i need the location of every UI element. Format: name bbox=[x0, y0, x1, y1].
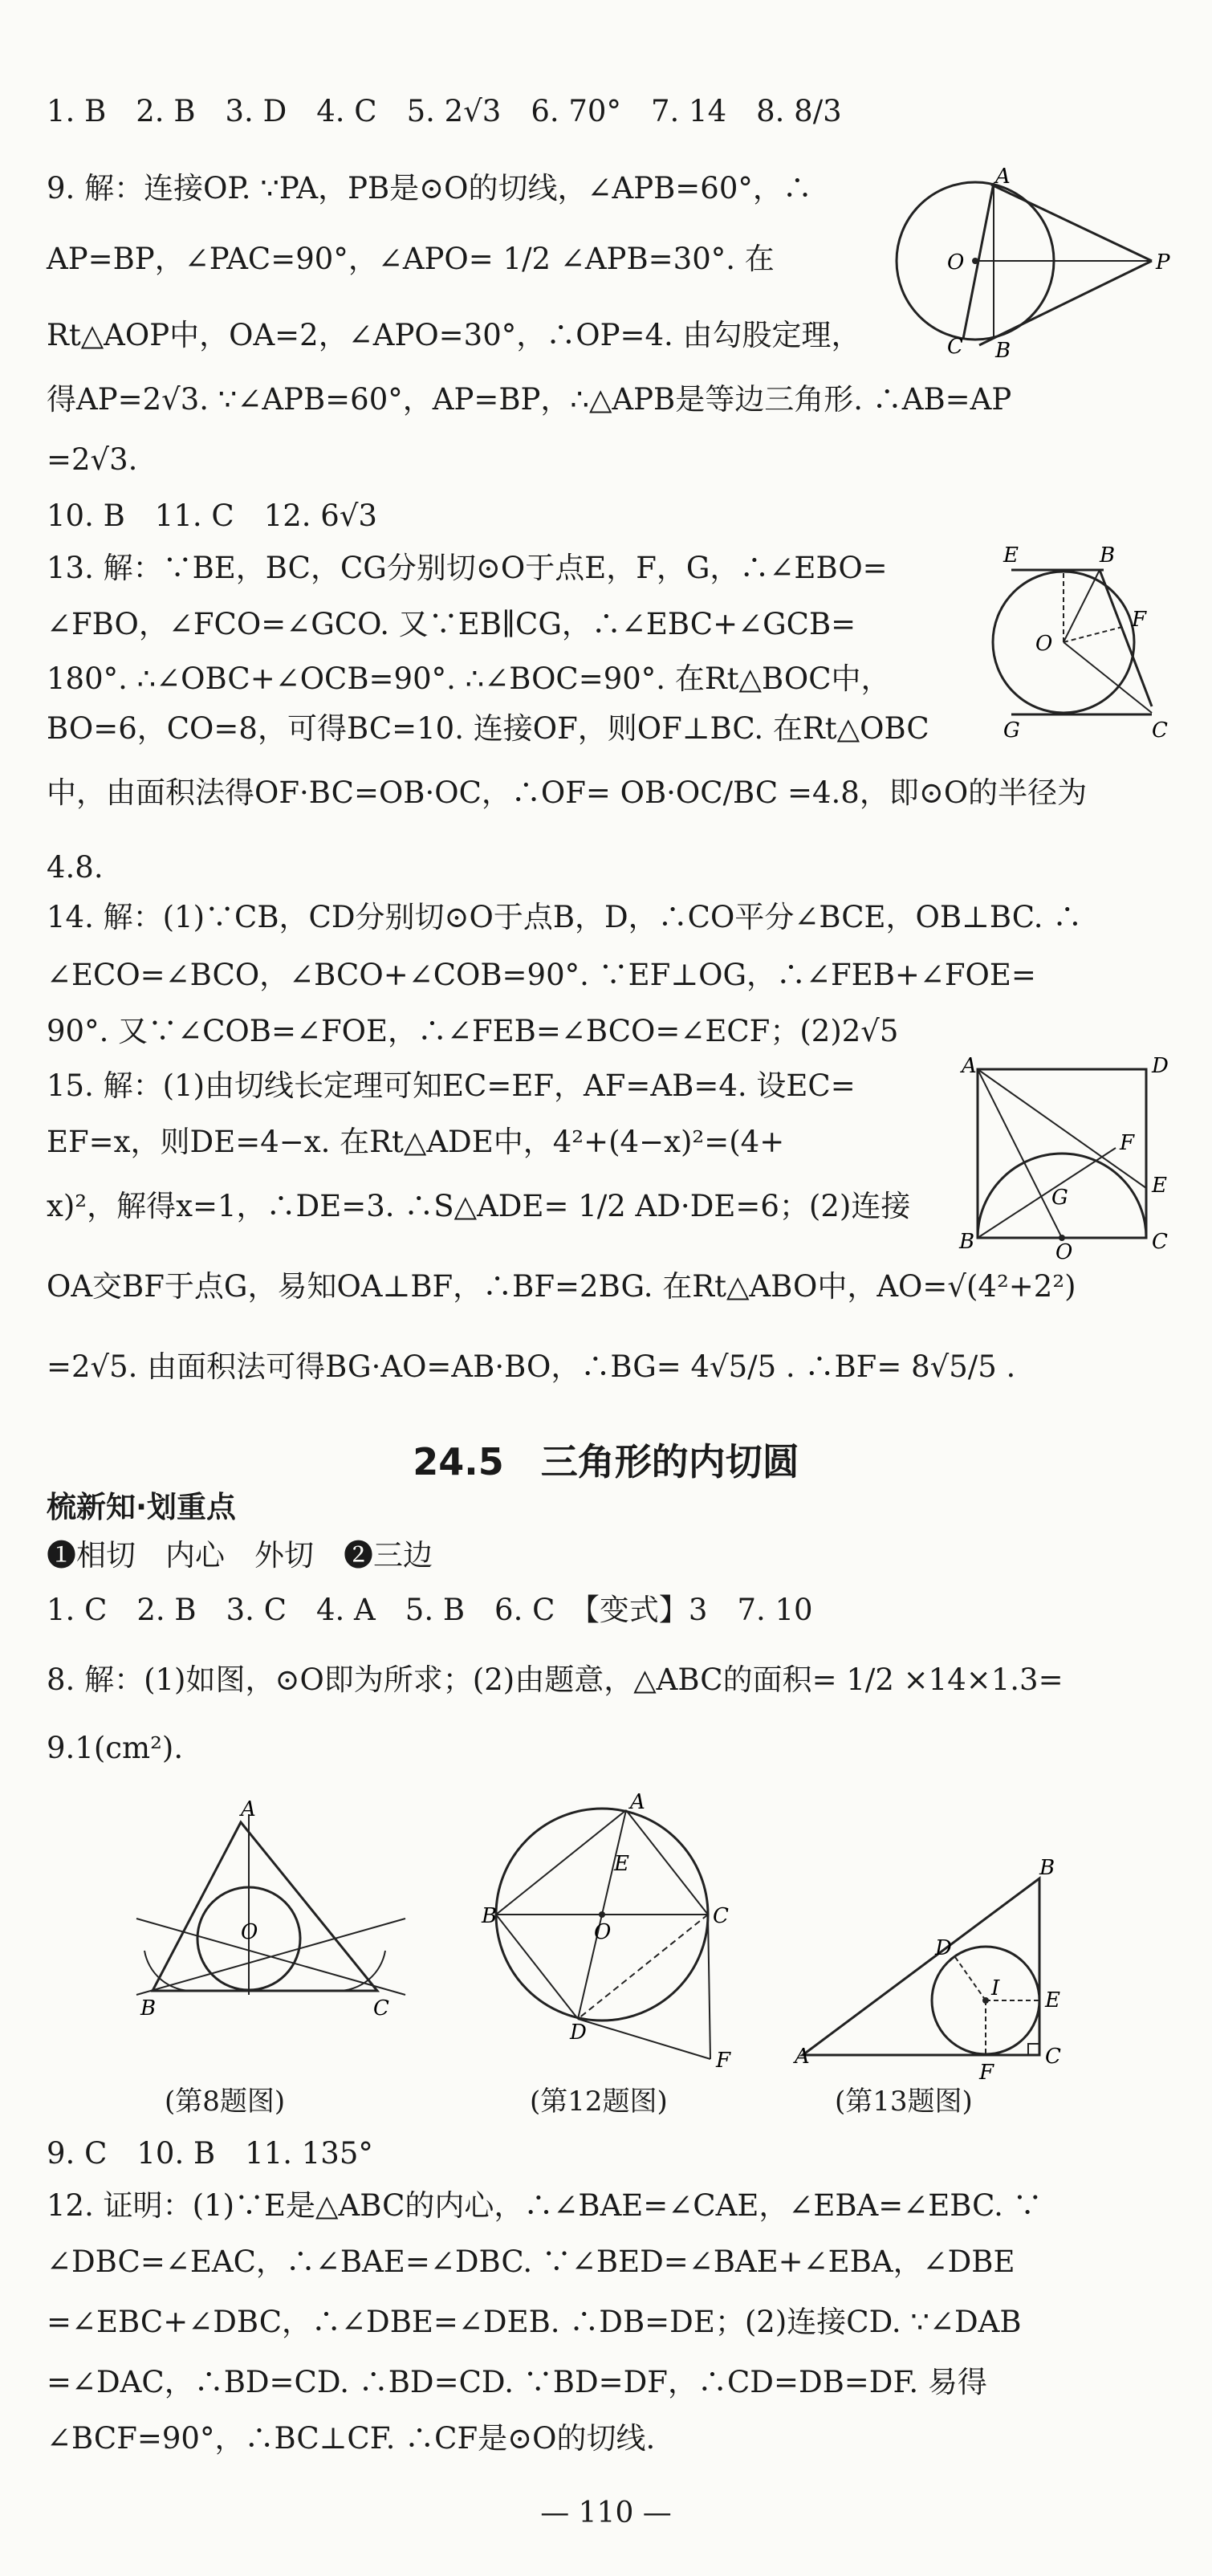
q9-line-3: Rt△AOP中，OA=2，∠APO=30°，∴OP=4. 由勾股定理， bbox=[47, 318, 861, 352]
answers-9-11: 9. C 10. B 11. 135° bbox=[47, 2136, 373, 2171]
q9-line-5: =2√3. bbox=[47, 442, 138, 477]
q15-line-3: x)²，解得x=1，∴DE=3. ∴S△ADE= 1/2 AD·DE=6；(2)连接 bbox=[47, 1189, 911, 1223]
q13-line-1: 13. 解：∵BE，BC，CG分别切⊙O于点E，F，G，∴∠EBO= bbox=[47, 551, 888, 585]
key-points: ❶相切 内心 外切 ❷三边 bbox=[47, 1538, 433, 1573]
q15-line-5: =2√5. 由面积法可得BG·AO=AB·BO，∴BG= 4√5/5 . ∴BF= 8√5/5 . bbox=[47, 1349, 1016, 1384]
q14-line-3: 90°. 又∵∠COB=∠FOE，∴∠FEB=∠BCO=∠ECF；(2)2√5 bbox=[47, 1014, 899, 1048]
q9-line-4: 得AP=2√3. ∵∠APB=60°，AP=BP，∴△APB是等边三角形. ∴AB=AP bbox=[47, 382, 1012, 417]
q12-line-4: =∠DAC，∴BD=CD. ∴BD=CD. ∵BD=DF，∴CD=DB=DF. 易得 bbox=[47, 2365, 987, 2399]
caption-fig-12: (第12题图) bbox=[530, 2086, 668, 2118]
q15-line-2: EF=x，则DE=4−x. 在Rt△ADE中，4²+(4−x)²=(4+ bbox=[47, 1125, 785, 1159]
answers-1-8: 1. B 2. B 3. D 4. C 5. 2√3 6. 70° 7. 14 8. 8/3 bbox=[47, 94, 842, 128]
svg-text:F: F bbox=[979, 2061, 994, 2085]
svg-text:B: B bbox=[140, 1996, 157, 2021]
fig-8 bbox=[128, 1797, 417, 2021]
svg-text:E: E bbox=[1152, 1174, 1167, 1198]
svg-text:C: C bbox=[1045, 2045, 1061, 2069]
svg-text:F: F bbox=[1120, 1131, 1135, 1155]
svg-text:D: D bbox=[935, 1936, 952, 1960]
answers-1-7: 1. C 2. B 3. C 4. A 5. B 6. C 【变式】3 7. 10 bbox=[47, 1593, 813, 1627]
svg-text:E: E bbox=[614, 1852, 629, 1876]
svg-text:F: F bbox=[1132, 608, 1147, 632]
svg-text:F: F bbox=[716, 2049, 731, 2073]
svg-text:C: C bbox=[1152, 718, 1168, 743]
svg-text:D: D bbox=[570, 2021, 587, 2045]
section-title: 24.5 三角形的内切圆 bbox=[413, 1440, 799, 1483]
q13-line-6: 4.8. bbox=[47, 850, 104, 885]
q12-line-2: ∠DBC=∠EAC，∴∠BAE=∠DBC. ∵∠BED=∠BAE+∠EBA，∠DBE bbox=[47, 2244, 1015, 2279]
svg-text:C: C bbox=[713, 1904, 729, 1928]
svg-text:G: G bbox=[1051, 1186, 1068, 1210]
svg-text:O: O bbox=[594, 1920, 612, 1944]
svg-text:G: G bbox=[1003, 718, 1020, 743]
q8-line-1: 8. 解：(1)如图，⊙O即为所求；(2)由题意，△ABC的面积= 1/2 ×14×1.3= bbox=[47, 1662, 1064, 1697]
q15-figure bbox=[955, 1054, 1180, 1264]
q13-figure bbox=[979, 538, 1180, 743]
page-number: — 110 — bbox=[540, 2497, 672, 2529]
caption-fig-8: (第8题图) bbox=[165, 2086, 286, 2118]
svg-text:C: C bbox=[373, 1996, 389, 2021]
q15-line-4: OA交BF于点G，易知OA⊥BF，∴BF=2BG. 在Rt△ABO中，AO=√(4²+2²) bbox=[47, 1269, 1076, 1304]
q14-line-2: ∠ECO=∠BCO，∠BCO+∠COB=90°. ∵EF⊥OG，∴∠FEB+∠FOE= bbox=[47, 958, 1036, 992]
q13-line-2: ∠FBO，∠FCO=∠GCO. 又∵EB∥CG，∴∠EBC+∠GCB= bbox=[47, 607, 856, 641]
q13-line-4: BO=6，CO=8，可得BC=10. 连接OF，则OF⊥BC. 在Rt△OBC bbox=[47, 711, 929, 746]
caption-fig-13: (第13题图) bbox=[835, 2086, 973, 2118]
q12-line-3: =∠EBC+∠DBC，∴∠DBE=∠DEB. ∴DB=DE；(2)连接CD. ∵∠DAB bbox=[47, 2305, 1022, 2339]
svg-text:E: E bbox=[1045, 1988, 1060, 2012]
svg-text:C: C bbox=[1152, 1230, 1168, 1254]
fig-13 bbox=[795, 1856, 1061, 2085]
subhead: 梳新知·划重点 bbox=[47, 1490, 237, 1524]
svg-text:O: O bbox=[241, 1920, 258, 1944]
q12-line-1: 12. 证明：(1)∵E是△ABC的内心，∴∠BAE=∠CAE，∠EBA=∠EBC. ∵ bbox=[47, 2188, 1043, 2223]
q13-line-3: 180°. ∴∠OBC+∠OCB=90°. ∴∠BOC=90°. 在Rt△BOC中， bbox=[47, 661, 891, 696]
svg-text:A: A bbox=[630, 1790, 645, 1814]
q12-line-5: ∠BCF=90°，∴BC⊥CF. ∴CF是⊙O的切线. bbox=[47, 2421, 656, 2456]
svg-text:I: I bbox=[991, 1976, 1000, 2000]
q9-figure bbox=[883, 165, 1172, 363]
svg-text:O: O bbox=[1035, 632, 1053, 656]
q8-line-2: 9.1(cm²). bbox=[47, 1731, 184, 1765]
svg-text:B: B bbox=[995, 339, 1011, 363]
svg-text:C: C bbox=[947, 335, 963, 359]
q15-line-1: 15. 解：(1)由切线长定理可知EC=EF，AF=AB=4. 设EC= bbox=[47, 1068, 856, 1103]
svg-text:D: D bbox=[1152, 1054, 1169, 1078]
fig-12 bbox=[482, 1790, 746, 2073]
svg-text:P: P bbox=[1156, 250, 1170, 275]
svg-text:B: B bbox=[959, 1230, 975, 1254]
svg-text:B: B bbox=[1039, 1856, 1055, 1880]
answers-10-12: 10. B 11. C 12. 6√3 bbox=[47, 499, 377, 533]
svg-text:A: A bbox=[795, 2045, 810, 2069]
q9-line-1: 9. 解：连接OP. ∵PA，PB是⊙O的切线，∠APB=60°，∴ bbox=[47, 171, 812, 206]
q14-line-1: 14. 解：(1)∵CB，CD分别切⊙O于点B，D，∴CO平分∠BCE，OB⊥BC. ∴ bbox=[47, 900, 1083, 934]
svg-text:O: O bbox=[1055, 1240, 1073, 1264]
svg-text:A: A bbox=[995, 165, 1011, 189]
svg-text:E: E bbox=[1003, 543, 1019, 568]
svg-text:B: B bbox=[482, 1904, 498, 1928]
svg-text:A: A bbox=[241, 1797, 256, 1821]
svg-text:B: B bbox=[1100, 543, 1116, 568]
svg-text:A: A bbox=[962, 1054, 977, 1078]
q9-line-2: AP=BP，∠PAC=90°，∠APO= 1/2 ∠APB=30°. 在 bbox=[47, 242, 775, 276]
q13-line-5: 中，由面积法得OF·BC=OB·OC，∴OF= OB·OC/BC =4.8，即⊙O的半径为 bbox=[47, 775, 1088, 810]
svg-text:O: O bbox=[947, 250, 965, 275]
